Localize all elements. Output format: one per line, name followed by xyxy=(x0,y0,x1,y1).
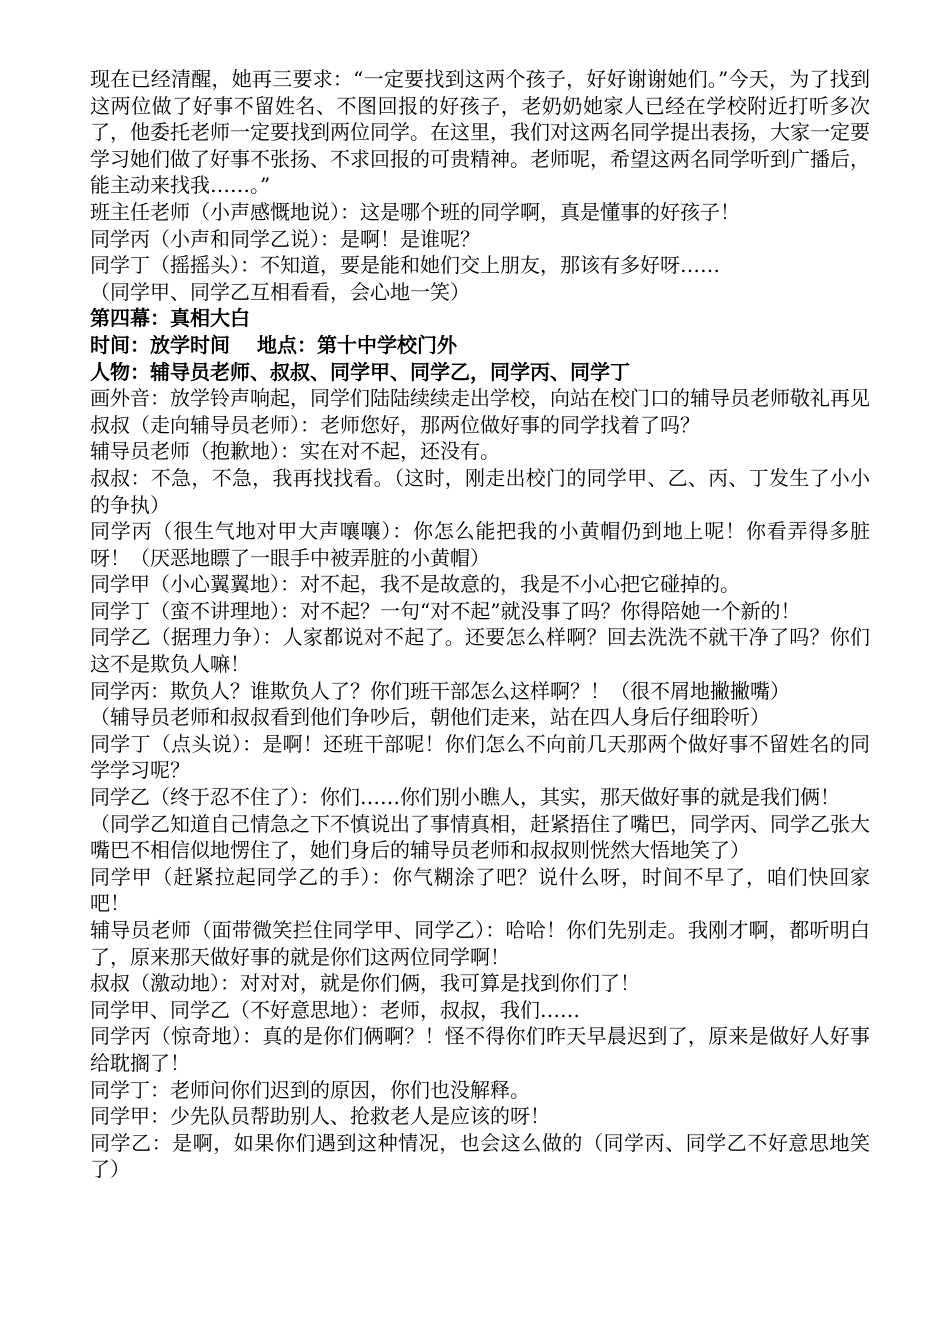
paragraph: 同学丙（惊奇地）：真的是你们俩啊？！怪不得你们昨天早晨迟到了，原来是做好人好事给耽搁了！ xyxy=(90,1024,870,1075)
paragraph: 同学丁：老师问你们迟到的原因，你们也没解释。 xyxy=(90,1077,530,1102)
paragraph: 辅导员老师（面带微笑拦住同学甲、同学乙）：哈哈！你们先别走。我刚才啊，都听明白了，原来那天做好事的就是你们这两位同学啊！ xyxy=(90,918,870,969)
paragraph: （辅导员老师和叔叔看到他们争吵后，朝他们走来，站在四人身后仔细聆听） xyxy=(90,705,770,730)
paragraph: 同学甲（赶紧拉起同学乙的手）：你气糊涂了吧？说什么呀，时间不早了，咱们快回家吧！ xyxy=(90,864,870,916)
paragraph: 同学乙（终于忍不住了）：你们……你们别小瞧人，其实，那天做好事的就是我们俩！ xyxy=(90,785,840,810)
paragraph: 同学甲、同学乙（不好意思地）：老师，叔叔，我们…… xyxy=(90,997,580,1022)
document-page xyxy=(90,66,870,1183)
paragraph: 现在已经清醒，她再三要求：“一定要找到这两个孩子，好好谢谢她们。”今天，为了找到这两位做了好事不留姓名、不图回报的好孩子，老奶奶她家人已经在学校附近打听多次了，他委托老师一定要找到两位同学。在这里，我们对这两名同学提出表扬，大家一定要学习她们做了好事不张扬、不求回报的可贵精神。老师呢，希望这两名同学听到广播后，能主动来找我……。” xyxy=(90,67,870,198)
paragraph: 同学乙（据理力争）：人家都说对不起了。还要怎么样啊？回去洗洗不就干净了吗？你们这不是欺负人嘛！ xyxy=(90,625,870,677)
paragraph: 同学丁（蛮不讲理地）：对不起？一句“对不起”就没事了吗？你得陪她一个新的！ xyxy=(90,598,801,623)
paragraph: 同学乙：是啊，如果你们遇到这种情况，也会这么做的（同学丙、同学乙不好意思地笑了） xyxy=(90,1130,870,1182)
paragraph: （同学乙知道自己情急之下不慎说出了事情真相，赶紧捂住了嘴巴，同学丙、同学乙张大嘴巴不相信似地愣住了，她们身后的辅导员老师和叔叔则恍然大悟地笑了） xyxy=(90,811,870,863)
paragraph: 辅导员老师（抱歉地）：实在对不起，还没有。 xyxy=(90,439,500,464)
paragraph: （同学甲、同学乙互相看看，会心地一笑） xyxy=(90,279,470,304)
paragraph: 画外音：放学铃声响起，同学们陆陆续续走出学校，向站在校门口的辅导员老师敬礼再见 xyxy=(90,386,870,411)
scene-heading: 第四幕：真相大白 xyxy=(90,306,250,331)
paragraph: 叔叔（走向辅导员老师）：老师您好，那两位做好事的同学找着了吗？ xyxy=(90,412,700,437)
paragraph: 同学甲：少先队员帮助别人、抢救老人是应该的呀！ xyxy=(90,1104,550,1129)
scene-time-place: 时间：放学时间 地点：第十中学校门外 xyxy=(90,332,457,357)
paragraph: 同学甲（小心翼翼地）：对不起，我不是故意的，我是不小心把它碰掉的。 xyxy=(90,572,740,597)
paragraph: 同学丙（很生气地对甲大声嚷嚷）：你怎么能把我的小黄帽仍到地上呢！你看弄得多脏呀！（厌恶地瞟了一眼手中被弄脏的小黄帽） xyxy=(90,519,870,570)
paragraph: 同学丙（小声和同学乙说）：是啊！是谁呢？ xyxy=(90,226,480,251)
paragraph: 叔叔（激动地）：对对对，就是你们俩，我可算是找到你们了！ xyxy=(90,971,640,996)
paragraph: 同学丁（点头说）：是啊！还班干部呢！你们怎么不向前几天那两个做好事不留姓名的同学学习呢？ xyxy=(90,731,870,783)
scene-characters: 人物：辅导员老师、叔叔、同学甲、同学乙，同学丙、同学丁 xyxy=(90,359,630,384)
paragraph: 同学丙：欺负人？谁欺负人了？你们班干部怎么这样啊？！（很不屑地撇撇嘴） xyxy=(90,678,790,703)
paragraph: 班主任老师（小声感慨地说）：这是哪个班的同学啊，真是懂事的好孩子！ xyxy=(90,199,740,224)
paragraph: 同学丁（摇摇头）：不知道，要是能和她们交上朋友，那该有多好呀…… xyxy=(90,253,720,278)
paragraph: 叔叔：不急，不急，我再找找看。（这时，刚走出校门的同学甲、乙、丙、丁发生了小小的争执） xyxy=(90,465,870,517)
